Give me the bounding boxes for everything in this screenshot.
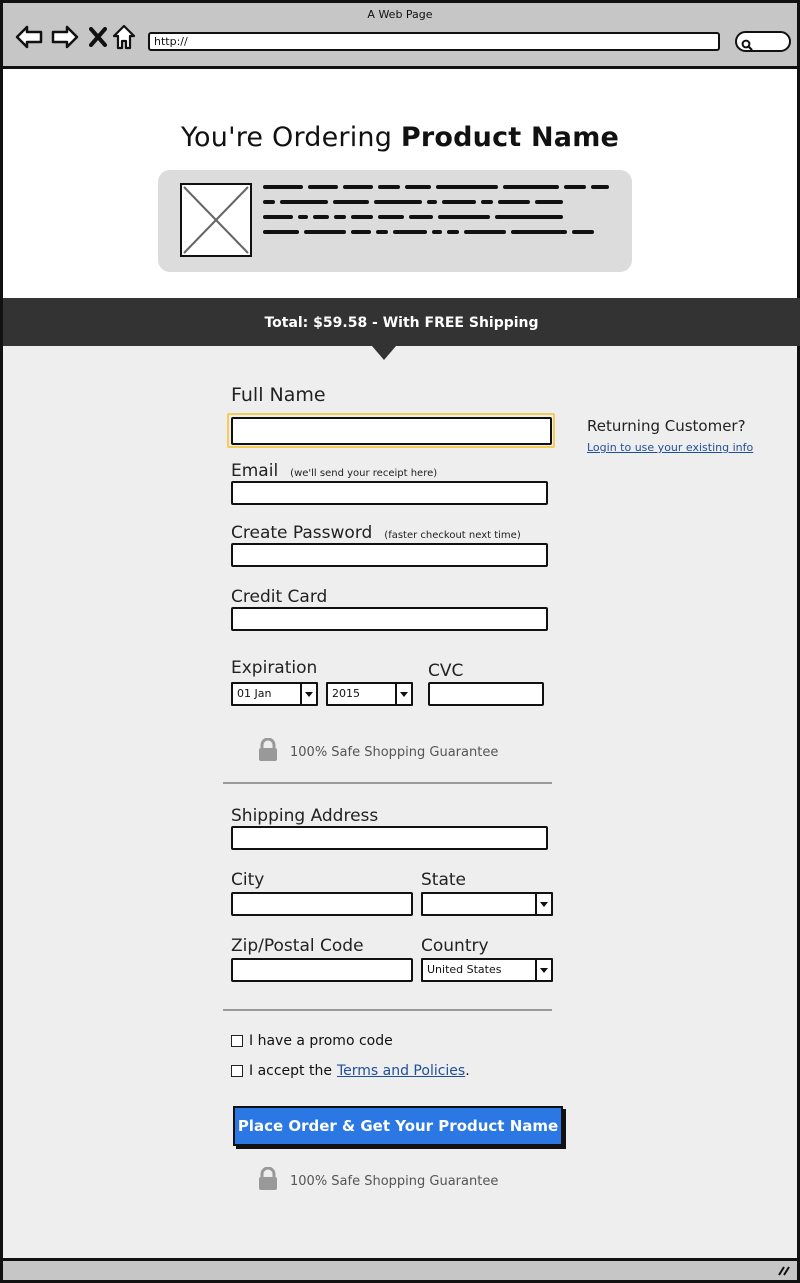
expiration-month-value: 01 Jan bbox=[237, 687, 272, 700]
state-label: State bbox=[421, 870, 466, 890]
promo-code-checkbox[interactable] bbox=[231, 1035, 243, 1047]
zip-input[interactable] bbox=[231, 958, 413, 982]
search-icon bbox=[741, 36, 753, 55]
promo-code-option[interactable] bbox=[231, 1033, 393, 1049]
page-title bbox=[3, 122, 797, 153]
order-header bbox=[3, 72, 797, 298]
email-hint: (we'll send your receipt here) bbox=[290, 468, 438, 479]
promo-code-label: I have a promo code bbox=[249, 1033, 393, 1049]
chevron-down-icon bbox=[535, 894, 551, 914]
email-label-text: Email bbox=[231, 461, 279, 481]
lock-icon bbox=[258, 738, 278, 766]
guarantee-text: 100% Safe Shopping Guarantee bbox=[290, 1173, 499, 1189]
order-total-banner: Total: $59.58 - With FREE Shipping bbox=[3, 298, 800, 346]
city-label: City bbox=[231, 870, 265, 890]
resize-grip-icon[interactable] bbox=[777, 1264, 791, 1279]
email-input[interactable] bbox=[231, 481, 548, 505]
browser-toolbar bbox=[3, 3, 797, 69]
credit-card-input[interactable] bbox=[231, 607, 548, 631]
country-select[interactable] bbox=[421, 958, 553, 982]
forward-arrow-icon[interactable] bbox=[51, 23, 79, 51]
expiration-month-select[interactable] bbox=[231, 682, 318, 706]
cvc-input[interactable] bbox=[428, 682, 544, 706]
terms-checkbox[interactable] bbox=[231, 1065, 243, 1077]
terms-option[interactable] bbox=[231, 1063, 470, 1079]
country-label: Country bbox=[421, 936, 489, 956]
safe-shopping-guarantee-bottom bbox=[258, 1167, 498, 1195]
cvc-label: CVC bbox=[428, 661, 464, 681]
password-label-text: Create Password bbox=[231, 523, 373, 543]
expiration-year-select[interactable] bbox=[326, 682, 413, 706]
password-label bbox=[231, 523, 521, 543]
state-select[interactable] bbox=[421, 892, 553, 916]
terms-prefix: I accept the bbox=[249, 1063, 332, 1079]
password-input[interactable] bbox=[231, 543, 548, 567]
safe-shopping-guarantee-top bbox=[258, 738, 498, 766]
credit-card-label: Credit Card bbox=[231, 587, 328, 607]
browser-status-bar bbox=[3, 1258, 797, 1280]
back-arrow-icon[interactable] bbox=[15, 23, 43, 51]
login-link[interactable]: Login to use your existing info bbox=[587, 441, 754, 454]
product-summary-card bbox=[158, 170, 632, 272]
city-input[interactable] bbox=[231, 892, 413, 916]
full-name-label: Full Name bbox=[231, 384, 326, 406]
product-description bbox=[263, 185, 613, 245]
shipping-address-input[interactable] bbox=[231, 826, 548, 850]
chevron-down-icon bbox=[300, 684, 316, 704]
title-prefix: You're Ordering bbox=[180, 122, 401, 153]
country-value: United States bbox=[427, 963, 502, 976]
section-divider bbox=[223, 782, 552, 784]
section-divider bbox=[223, 1009, 552, 1011]
chevron-down-icon bbox=[535, 960, 551, 980]
terms-suffix: . bbox=[465, 1063, 470, 1079]
terms-link[interactable]: Terms and Policies bbox=[336, 1063, 466, 1079]
zip-label: Zip/Postal Code bbox=[231, 936, 364, 956]
full-name-input[interactable] bbox=[231, 417, 552, 445]
shipping-address-label: Shipping Address bbox=[231, 806, 379, 826]
browser-search-input[interactable] bbox=[735, 31, 791, 52]
lock-icon bbox=[258, 1167, 278, 1195]
image-placeholder-icon bbox=[180, 183, 252, 257]
returning-customer-heading: Returning Customer? bbox=[587, 417, 746, 435]
email-label bbox=[231, 461, 437, 481]
url-input[interactable]: http:// bbox=[148, 32, 720, 51]
expiration-year-value: 2015 bbox=[332, 687, 360, 700]
expiration-label: Expiration bbox=[231, 658, 318, 678]
stop-icon[interactable] bbox=[87, 23, 109, 51]
home-icon[interactable] bbox=[111, 23, 137, 51]
place-order-button[interactable]: Place Order & Get Your Product Name bbox=[233, 1106, 563, 1146]
banner-pointer bbox=[372, 346, 396, 360]
guarantee-text: 100% Safe Shopping Guarantee bbox=[290, 744, 499, 760]
window-title: A Web Page bbox=[367, 8, 433, 21]
chevron-down-icon bbox=[395, 684, 411, 704]
product-name: Product Name bbox=[400, 122, 620, 153]
password-hint: (faster checkout next time) bbox=[384, 530, 521, 541]
